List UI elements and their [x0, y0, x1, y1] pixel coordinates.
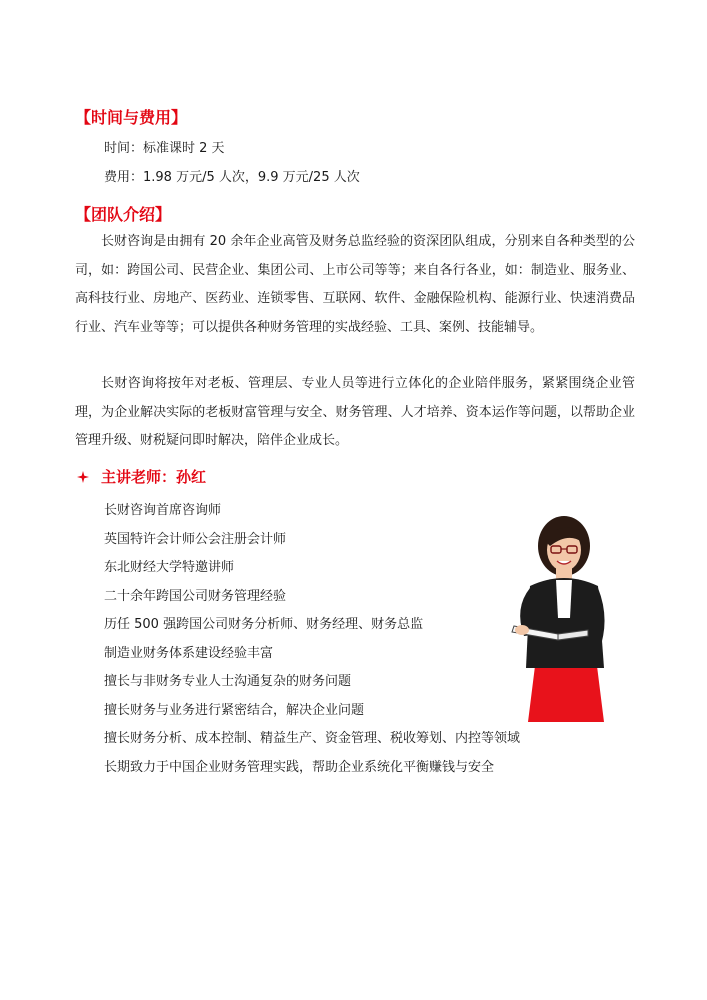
credential-item: 制造业财务体系建设经验丰富 [104, 646, 274, 661]
credential-item: 东北财经大学特邀讲师 [104, 560, 235, 575]
credential-item: 擅长财务与业务进行紧密结合，解决企业问题 [104, 703, 365, 718]
credential-item: 长财咨询首席咨询师 [104, 503, 222, 518]
teacher-photo [500, 508, 622, 722]
credential-item: 历任 500 强跨国公司财务分析师、财务经理、财务总监 [104, 617, 424, 632]
teacher-heading [77, 466, 206, 487]
fee-line: 费用：1.98 万元/5 人次，9.9 万元/25 人次 [104, 170, 360, 185]
credential-item: 长期致力于中国企业财务管理实践，帮助企业系统化平衡赚钱与安全 [104, 760, 495, 775]
team-heading: 【团队介绍】 [75, 205, 172, 224]
time-cost-heading: 【时间与费用】 [75, 108, 188, 127]
teacher-heading-text: 主讲老师：孙红 [101, 468, 207, 486]
credential-item: 二十余年跨国公司财务管理经验 [104, 589, 287, 604]
credential-item: 英国特许会计师公会注册会计师 [104, 532, 287, 547]
credential-item: 擅长与非财务专业人士沟通复杂的财务问题 [104, 674, 352, 689]
time-line: 时间：标准课时 2 天 [104, 141, 225, 156]
credential-item: 擅长财务分析、成本控制、精益生产、资金管理、税收筹划、内控等领域 [104, 731, 521, 746]
diamond-bullet-icon [77, 471, 89, 483]
team-paragraph-2: 长财咨询将按年对老板、管理层、专业人员等进行立体化的企业陪伴服务，紧紧围绕企业管理，为企业解决实际的老板财富管理与安全、财务管理、人才培养、资本运作等问题，以帮助企业管理升级、财税疑问即时解决，陪伴企业成长。 [75, 376, 635, 448]
team-paragraph-1: 长财咨询是由拥有 20 余年企业高管及财务总监经验的资深团队组成，分别来自各种类型的公司，如：跨国公司、民营企业、集团公司、上市公司等等；来自各行各业，如：制造业、服务业、高科技行业、房地产、医药业、连锁零售、互联网、软件、金融保险机构、能源行业、快速消费品行业、汽车业等等；可以提供各种财务管理的实战经验、工具、案例、技能辅导。 [75, 234, 635, 335]
